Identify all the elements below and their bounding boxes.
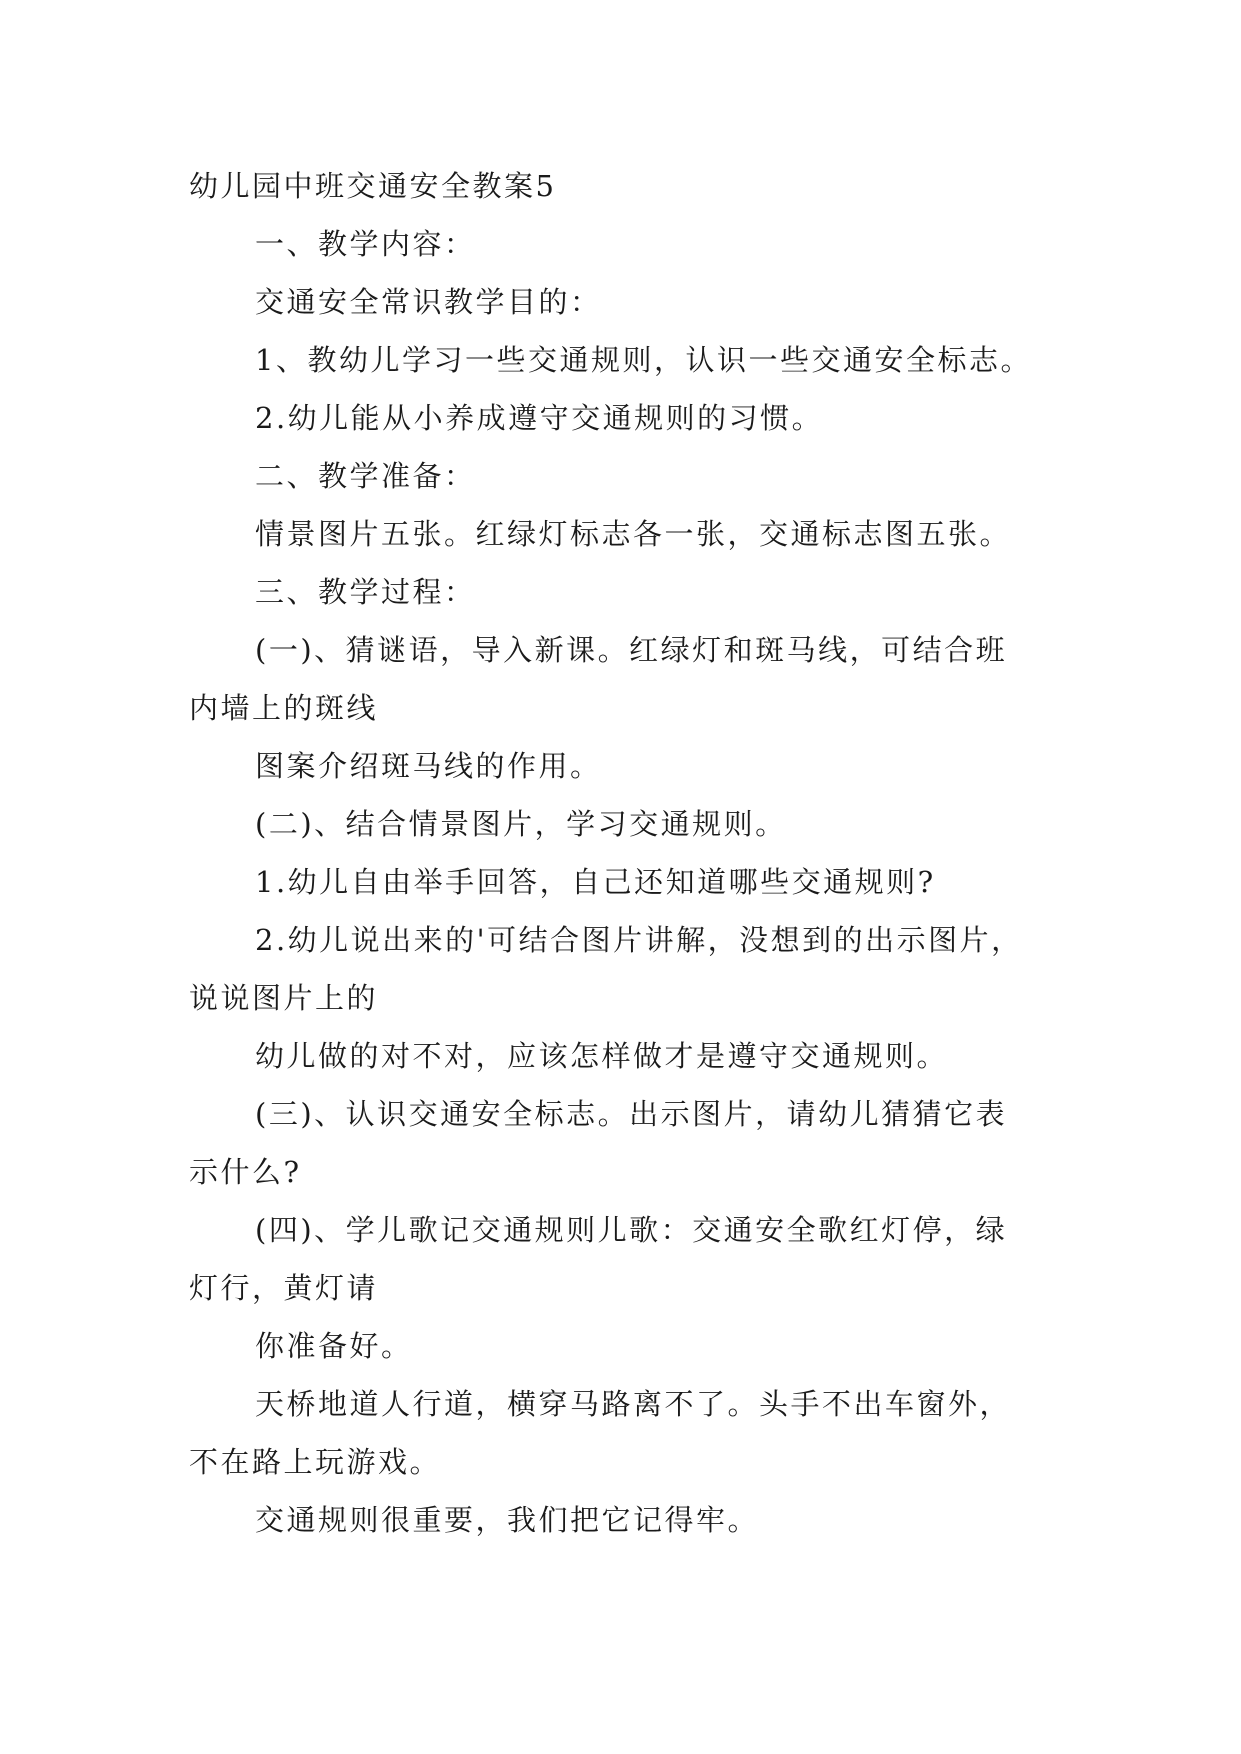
paragraph-line: (一)、猜谜语，导入新课。红绿灯和斑马线，可结合班 [255, 633, 1008, 667]
section-heading: 三、教学过程： [255, 575, 476, 609]
paragraph-line: 幼儿做的对不对，应该怎样做才是遵守交通规则。 [255, 1039, 949, 1073]
paragraph-line: 图案介绍斑马线的作用。 [255, 749, 602, 783]
paragraph-line: 示什么? [189, 1155, 302, 1189]
paragraph-line: 交通规则很重要，我们把它记得牢。 [255, 1503, 760, 1537]
section-heading: 一、教学内容： [255, 227, 476, 261]
paragraph-line: (二)、结合情景图片，学习交通规则。 [255, 807, 787, 841]
paragraph-line: 2.幼儿能从小养成遵守交通规则的习惯。 [255, 401, 824, 435]
paragraph-line: 2.幼儿说出来的'可结合图片讲解，没想到的出示图片， [255, 923, 1023, 957]
paragraph-line: 说说图片上的 [189, 981, 379, 1015]
section-heading: 二、教学准备： [255, 459, 476, 493]
paragraph-line: 1、教幼儿学习一些交通规则，认识一些交通安全标志。 [255, 343, 1032, 377]
paragraph-line: (四)、学儿歌记交通规则儿歌：交通安全歌红灯停，绿 [255, 1213, 1008, 1247]
paragraph-line: 内墙上的斑线 [189, 691, 379, 725]
paragraph-line: 天桥地道人行道，横穿马路离不了。头手不出车窗外， [255, 1387, 1012, 1421]
paragraph-line: 1.幼儿自由举手回答，自己还知道哪些交通规则? [255, 865, 936, 899]
document-title: 幼儿园中班交通安全教案5 [189, 169, 557, 203]
paragraph-line: 灯行，黄灯请 [189, 1271, 379, 1305]
paragraph-line: (三)、认识交通安全标志。出示图片，请幼儿猜猜它表 [255, 1097, 1008, 1131]
paragraph-line: 情景图片五张。红绿灯标志各一张，交通标志图五张。 [255, 517, 1012, 551]
paragraph-line: 你准备好。 [255, 1329, 413, 1363]
paragraph-line: 不在路上玩游戏。 [189, 1445, 442, 1479]
paragraph-line: 交通安全常识教学目的： [255, 285, 602, 319]
